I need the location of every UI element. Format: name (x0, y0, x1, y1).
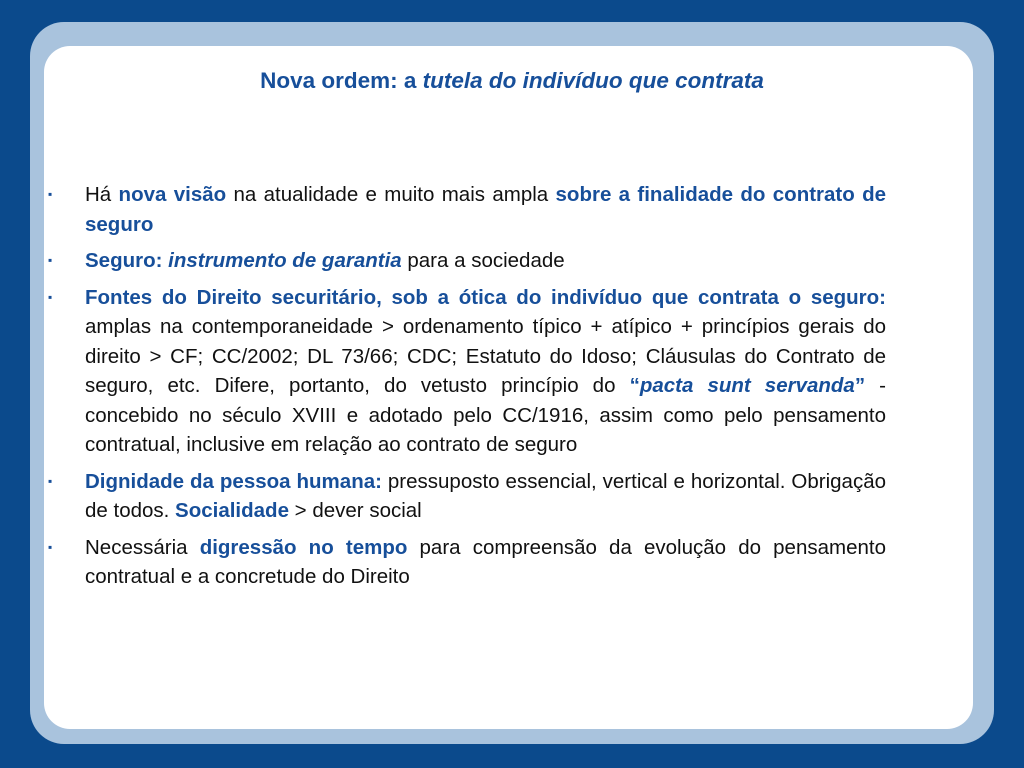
list-item (48, 180, 887, 239)
title-part-2: tutela do indivíduo que contrata (422, 68, 764, 93)
item-emphasis: sobre a finalidade do contrato de seguro (85, 183, 887, 236)
item-emphasis: nova visão (118, 183, 227, 206)
item-text: na atualidade e muito mais ampla (226, 183, 556, 206)
square-bullet-icon: ▪ (48, 253, 53, 267)
item-text: Necessária (85, 535, 200, 559)
item-emphasis: Socialidade (175, 499, 289, 522)
item-text: > dever social (288, 499, 422, 522)
item-emphasis-italic: instrumento de garantia (168, 249, 402, 272)
square-bullet-icon: ▪ (48, 187, 53, 201)
title-part-1: Nova ordem: a (260, 68, 423, 93)
list-item (48, 246, 886, 276)
item-emphasis: Seguro: (85, 249, 169, 272)
quote-close: ” (854, 374, 866, 397)
item-text: pressuposto essencial, vertical e horizontal. Obrigação de todos. (85, 469, 887, 522)
list-item (48, 283, 887, 460)
square-bullet-icon: ▪ (48, 473, 53, 488)
item-text: Há (85, 183, 119, 206)
item-emphasis: Fontes do Direito securitário, sob a ótica do indivíduo que contrata o seguro: (85, 285, 886, 309)
item-emphasis-italic: pacta sunt servanda (639, 374, 855, 397)
item-emphasis: digressão no tempo (199, 535, 408, 559)
square-bullet-icon: ▪ (48, 289, 53, 304)
item-emphasis: Dignidade da pessoa humana: (85, 469, 382, 493)
bullet-list (48, 180, 887, 599)
slide-title (0, 68, 1024, 94)
item-text: para compreensão da evolução do pensamento contratual e a concretude do Direito (85, 535, 886, 588)
item-text: - concebido no século XVIII e adotado pelo CC/1916, assim como pelo pensamento contratual, inclusive em relação ao contrato de seguro (85, 374, 887, 456)
quote-open: “ (629, 374, 640, 397)
list-item (48, 467, 887, 526)
item-text: amplas na contemporaneidade > ordenamento típico + atípico + princípios gerais do direito > CF; CC/2002; DL 73/66; CDC; Estatuto do Idoso; Cláusulas do Contrato de seguro, etc. Difere, portanto, do vetusto princípio do (85, 315, 886, 397)
item-text: para a sociedade (401, 249, 565, 272)
square-bullet-icon: ▪ (48, 539, 53, 554)
list-item (48, 533, 886, 592)
